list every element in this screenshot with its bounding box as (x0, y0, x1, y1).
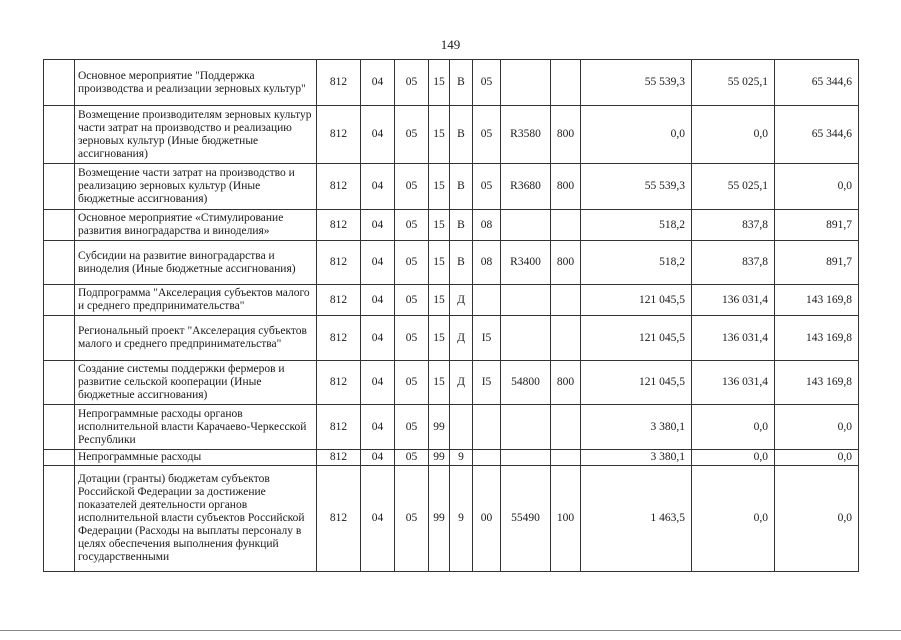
value-year3: 143 169,8 (775, 316, 859, 361)
code-subprogram: В (450, 106, 473, 164)
code-subprogram: 9 (450, 450, 473, 466)
code-section: 04 (361, 60, 395, 106)
code-direction: 55490 (501, 466, 551, 572)
value-year2: 837,8 (692, 210, 775, 241)
table-body (44, 60, 859, 572)
value-year2: 136 031,4 (692, 285, 775, 316)
page-bottom-line (0, 630, 901, 631)
blank-cell (44, 285, 75, 316)
code-ministry: 812 (317, 60, 361, 106)
value-year2: 0,0 (692, 405, 775, 450)
value-year3: 65 344,6 (775, 106, 859, 164)
row-name: Создание системы поддержки фермеров и развитие сельской кооперации (Иные бюджетные ассигнования) (75, 361, 317, 405)
code-direction: R3580 (501, 106, 551, 164)
code-program: 15 (429, 241, 450, 285)
value-year2: 55 025,1 (692, 164, 775, 210)
code-direction: R3680 (501, 164, 551, 210)
code-subprogram: Д (450, 285, 473, 316)
code-program: 15 (429, 210, 450, 241)
code-expense-type (551, 60, 581, 106)
table-row (44, 450, 859, 466)
code-ministry: 812 (317, 106, 361, 164)
code-expense-type (551, 316, 581, 361)
code-subprogram: В (450, 164, 473, 210)
code-ministry: 812 (317, 450, 361, 466)
row-name: Основное мероприятие "Поддержка производства и реализации зерновых культур" (75, 60, 317, 106)
code-program: 15 (429, 316, 450, 361)
value-year2: 136 031,4 (692, 316, 775, 361)
blank-cell (44, 241, 75, 285)
code-program: 15 (429, 164, 450, 210)
value-year1: 1 463,5 (581, 466, 692, 572)
code-subsection: 05 (395, 361, 429, 405)
code-subsection: 05 (395, 450, 429, 466)
code-expense-type (551, 210, 581, 241)
code-section: 04 (361, 466, 395, 572)
code-ministry: 812 (317, 285, 361, 316)
code-subprogram: 9 (450, 466, 473, 572)
value-year2: 136 031,4 (692, 361, 775, 405)
code-subprogram: Д (450, 316, 473, 361)
value-year1: 0,0 (581, 106, 692, 164)
code-expense-type: 100 (551, 466, 581, 572)
code-subprogram: В (450, 210, 473, 241)
value-year1: 121 045,5 (581, 361, 692, 405)
code-expense-type: 800 (551, 361, 581, 405)
code-program: 15 (429, 60, 450, 106)
page-number: 149 (440, 37, 461, 52)
blank-cell (44, 361, 75, 405)
code-subsection: 05 (395, 241, 429, 285)
value-year3: 65 344,6 (775, 60, 859, 106)
code-subsection: 05 (395, 60, 429, 106)
code-event (473, 405, 501, 450)
code-section: 04 (361, 106, 395, 164)
row-name: Возмещение части затрат на производство и реализацию зерновых культур (Иные бюджетные ассигнования) (75, 164, 317, 210)
code-expense-type: 800 (551, 106, 581, 164)
blank-cell (44, 405, 75, 450)
value-year1: 55 539,3 (581, 164, 692, 210)
value-year3: 0,0 (775, 466, 859, 572)
code-subprogram: Д (450, 361, 473, 405)
code-event: I5 (473, 361, 501, 405)
code-section: 04 (361, 285, 395, 316)
table-row (44, 60, 859, 106)
blank-cell (44, 316, 75, 361)
code-ministry: 812 (317, 466, 361, 572)
code-event: 05 (473, 106, 501, 164)
value-year2: 0,0 (692, 450, 775, 466)
code-subsection: 05 (395, 466, 429, 572)
table-row (44, 106, 859, 164)
code-direction: R3400 (501, 241, 551, 285)
code-ministry: 812 (317, 164, 361, 210)
value-year3: 0,0 (775, 164, 859, 210)
table-row (44, 210, 859, 241)
table-row (44, 241, 859, 285)
value-year1: 55 539,3 (581, 60, 692, 106)
value-year1: 121 045,5 (581, 316, 692, 361)
code-section: 04 (361, 241, 395, 285)
code-program: 15 (429, 285, 450, 316)
value-year1: 518,2 (581, 210, 692, 241)
code-subprogram (450, 405, 473, 450)
code-expense-type (551, 405, 581, 450)
row-name: Дотации (гранты) бюджетам субъектов Российской Федерации за достижение показателей деятельности органов исполнительной власти субъектов Российской Федерации (Расходы на выплаты персоналу в целях обеспечения выполнения функций государственными (75, 466, 317, 572)
code-direction (501, 60, 551, 106)
blank-cell (44, 60, 75, 106)
code-ministry: 812 (317, 405, 361, 450)
table-row (44, 316, 859, 361)
code-ministry: 812 (317, 316, 361, 361)
code-event (473, 450, 501, 466)
blank-cell (44, 466, 75, 572)
code-event: 00 (473, 466, 501, 572)
value-year3: 891,7 (775, 210, 859, 241)
value-year1: 3 380,1 (581, 450, 692, 466)
code-section: 04 (361, 405, 395, 450)
code-event (473, 285, 501, 316)
value-year2: 837,8 (692, 241, 775, 285)
table-row (44, 466, 859, 572)
code-direction (501, 405, 551, 450)
code-event: I5 (473, 316, 501, 361)
code-program: 15 (429, 106, 450, 164)
row-name: Непрограммные расходы (75, 450, 317, 466)
code-ministry: 812 (317, 361, 361, 405)
row-name: Возмещение производителям зерновых культур части затрат на производство и реализацию зерновых культур (Иные бюджетные ассигнования) (75, 106, 317, 164)
value-year3: 143 169,8 (775, 285, 859, 316)
row-name: Региональный проект "Акселерация субъектов малого и среднего предпринимательства" (75, 316, 317, 361)
value-year3: 891,7 (775, 241, 859, 285)
value-year1: 3 380,1 (581, 405, 692, 450)
code-event: 05 (473, 60, 501, 106)
blank-cell (44, 210, 75, 241)
code-subsection: 05 (395, 106, 429, 164)
table-row (44, 405, 859, 450)
code-program: 99 (429, 466, 450, 572)
row-name: Основное мероприятие «Стимулирование развития виноградарства и виноделия» (75, 210, 317, 241)
blank-cell (44, 450, 75, 466)
value-year3: 143 169,8 (775, 361, 859, 405)
code-subsection: 05 (395, 405, 429, 450)
value-year2: 0,0 (692, 106, 775, 164)
code-section: 04 (361, 316, 395, 361)
code-subsection: 05 (395, 164, 429, 210)
row-name: Подпрограмма "Акселерация субъектов малого и среднего предпринимательства" (75, 285, 317, 316)
code-direction (501, 210, 551, 241)
code-ministry: 812 (317, 210, 361, 241)
code-program: 15 (429, 361, 450, 405)
value-year1: 518,2 (581, 241, 692, 285)
code-event: 08 (473, 210, 501, 241)
code-direction (501, 450, 551, 466)
code-direction: 54800 (501, 361, 551, 405)
table-row (44, 361, 859, 405)
value-year3: 0,0 (775, 450, 859, 466)
row-name: Непрограммные расходы органов исполнительной власти Карачаево-Черкесской Республики (75, 405, 317, 450)
budget-table (43, 59, 859, 572)
code-program: 99 (429, 450, 450, 466)
blank-cell (44, 106, 75, 164)
code-expense-type (551, 450, 581, 466)
value-year2: 0,0 (692, 466, 775, 572)
blank-cell (44, 164, 75, 210)
code-direction (501, 316, 551, 361)
code-event: 05 (473, 164, 501, 210)
row-name: Субсидии на развитие виноградарства и виноделия (Иные бюджетные ассигнования) (75, 241, 317, 285)
code-ministry: 812 (317, 241, 361, 285)
code-section: 04 (361, 210, 395, 241)
code-direction (501, 285, 551, 316)
code-expense-type: 800 (551, 241, 581, 285)
code-subprogram: В (450, 60, 473, 106)
code-subprogram: В (450, 241, 473, 285)
table-row (44, 164, 859, 210)
code-expense-type (551, 285, 581, 316)
code-section: 04 (361, 450, 395, 466)
code-section: 04 (361, 361, 395, 405)
value-year3: 0,0 (775, 405, 859, 450)
value-year2: 55 025,1 (692, 60, 775, 106)
code-expense-type: 800 (551, 164, 581, 210)
code-subsection: 05 (395, 316, 429, 361)
code-event: 08 (473, 241, 501, 285)
code-subsection: 05 (395, 210, 429, 241)
code-section: 04 (361, 164, 395, 210)
value-year1: 121 045,5 (581, 285, 692, 316)
code-program: 99 (429, 405, 450, 450)
code-subsection: 05 (395, 285, 429, 316)
table-row (44, 285, 859, 316)
